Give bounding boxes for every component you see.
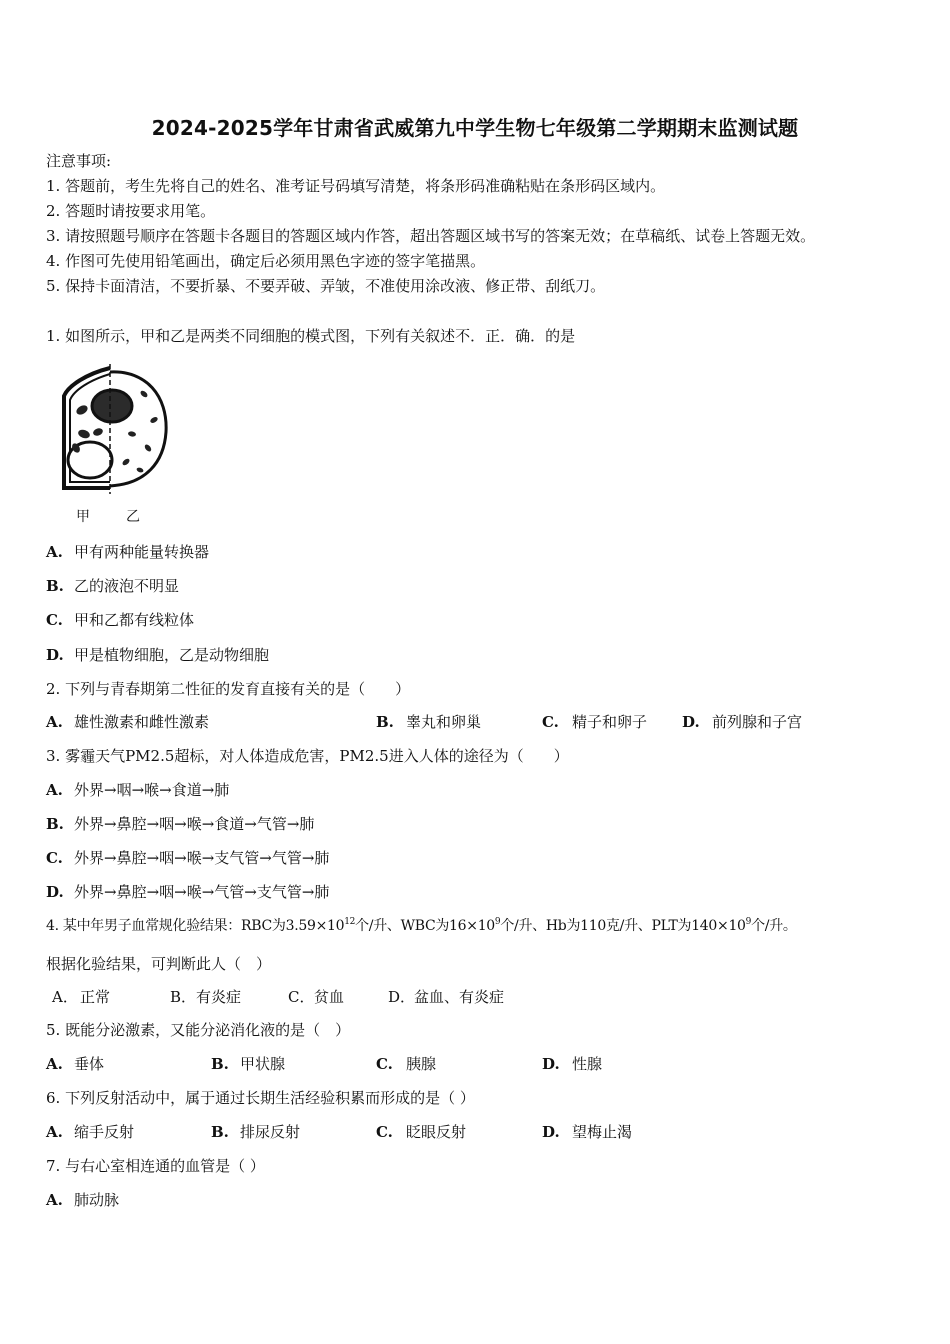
- option-label: A.: [46, 1123, 63, 1141]
- option-label: D.: [682, 713, 700, 731]
- page-title: 2024-2025学年甘肃省武威第九中学生物七年级第二学期期末监测试题: [151, 116, 799, 140]
- option-text: 性腺: [572, 1055, 603, 1073]
- q2-stem: 2. 下列与青春期第二性征的发育直接有关的是（ ）: [46, 680, 411, 698]
- option-label: D.: [542, 1123, 560, 1141]
- option-text: 外界→鼻腔→咽→喉→气管→支气管→肺: [74, 883, 330, 901]
- q1-stem: 1. 如图所示，甲和乙是两类不同细胞的模式图，下列有关叙述不．正．确．的是: [46, 327, 576, 345]
- option-label: A.: [46, 543, 63, 561]
- option-label: C.: [46, 611, 63, 629]
- option-text: 缩手反射: [74, 1123, 135, 1141]
- option-text: 甲状腺: [240, 1055, 286, 1073]
- option-text: 盆血、有炎症: [414, 988, 505, 1006]
- option-text: 精子和卵子: [572, 713, 648, 731]
- option-text: 有炎症: [196, 988, 242, 1006]
- cell-diagram: [46, 362, 176, 527]
- notice-item-4: 4. 作图可先使用铅笔画出，确定后必须用黑色字迹的签字笔描黑。: [46, 252, 486, 270]
- q4-stem-part: 个/升、Hb为110克/升、PLT为140×10: [500, 918, 746, 934]
- option-label: D.: [46, 646, 64, 664]
- q4-exponent: 9: [745, 917, 752, 927]
- option-text: 肺动脉: [74, 1191, 120, 1209]
- option-text: 外界→鼻腔→咽→喉→食道→气管→肺: [74, 815, 315, 833]
- figure-label-jia: 甲: [76, 509, 90, 525]
- notice-item-3: 3. 请按照题号顺序在答题卡各题目的答题区域内作答，超出答题区域书写的答案无效；在草稿纸、试卷上答题无效。: [46, 227, 816, 245]
- option-label: D.: [542, 1055, 560, 1073]
- q3-stem: 3. 雾霾天气PM2.5超标，对人体造成危害，PM2.5进入人体的途径为（ ）: [46, 747, 569, 765]
- option-label: B.: [376, 713, 394, 731]
- option-label: C.: [46, 849, 63, 867]
- figure-label-yi: 乙: [126, 509, 140, 525]
- option-label: B.: [46, 577, 64, 595]
- option-label: C.: [542, 713, 559, 731]
- notice-item-2: 2. 答题时请按要求用笔。: [46, 202, 216, 220]
- option-label: C.: [376, 1055, 393, 1073]
- option-label: B.: [211, 1055, 229, 1073]
- cell-diagram-labels: [46, 506, 176, 526]
- option-text: 甲有两种能量转换器: [74, 543, 210, 561]
- q4-exponent: 9: [494, 917, 501, 927]
- q5-stem: 5. 既能分泌激素，又能分泌消化液的是（ ）: [46, 1021, 351, 1039]
- option-label: A.: [46, 713, 63, 731]
- option-text: 垂体: [74, 1055, 105, 1073]
- q4-exponent: 12: [344, 917, 356, 927]
- option-text: 胰腺: [406, 1055, 437, 1073]
- option-label: B.: [46, 815, 64, 833]
- option-label: C.: [376, 1123, 393, 1141]
- option-text: 甲和乙都有线粒体: [74, 611, 195, 629]
- q4-stem-part: 个/升。: [751, 918, 797, 934]
- q4-stem-part: 个/升、WBC为16×10: [355, 918, 495, 934]
- q6-stem: 6. 下列反射活动中，属于通过长期生活经验积累而形成的是（ ）: [46, 1089, 475, 1107]
- option-label: D.: [46, 883, 64, 901]
- option-label: B.: [211, 1123, 229, 1141]
- option-text: 正常: [80, 988, 111, 1006]
- option-text: 贫血: [314, 988, 345, 1006]
- option-text: 外界→咽→喉→食道→肺: [74, 781, 230, 799]
- option-text: 睾丸和卵巢: [406, 713, 482, 731]
- option-label: A.: [46, 1191, 63, 1209]
- option-label: A.: [46, 781, 63, 799]
- notice-item-5: 5. 保持卡面清洁，不要折暴、不要弄破、弄皱，不准使用涂改液、修正带、刮纸刀。: [46, 277, 606, 295]
- option-label: D．: [388, 988, 416, 1006]
- option-label: A.: [46, 1055, 63, 1073]
- option-text: 前列腺和子宫: [712, 713, 803, 731]
- option-text: 乙的液泡不明显: [74, 577, 180, 595]
- q4-stem: [46, 916, 797, 936]
- notice-item-1: 1. 答题前，考生先将自己的姓名、准考证号码填写清楚，将条形码准确粘贴在条形码区域内。: [46, 177, 666, 195]
- option-text: 甲是植物细胞，乙是动物细胞: [74, 646, 270, 664]
- notice-heading: 注意事项:: [46, 152, 112, 170]
- option-label: C．: [288, 988, 315, 1006]
- q7-stem: 7. 与右心室相连通的血管是（ ）: [46, 1157, 265, 1175]
- option-text: 眨眼反射: [406, 1123, 467, 1141]
- q4-stem-part: 4. 某中年男子血常规化验结果：RBC为3.59×10: [46, 918, 345, 934]
- option-text: 雄性激素和雌性激素: [74, 713, 210, 731]
- option-text: 望梅止渴: [572, 1123, 633, 1141]
- option-text: 外界→鼻腔→咽→喉→支气管→气管→肺: [74, 849, 330, 867]
- q4-stem-line2: 根据化验结果，可判断此人（ ）: [46, 955, 272, 973]
- option-label: B．: [170, 988, 197, 1006]
- option-text: 排尿反射: [240, 1123, 301, 1141]
- option-label: A．: [52, 988, 78, 1006]
